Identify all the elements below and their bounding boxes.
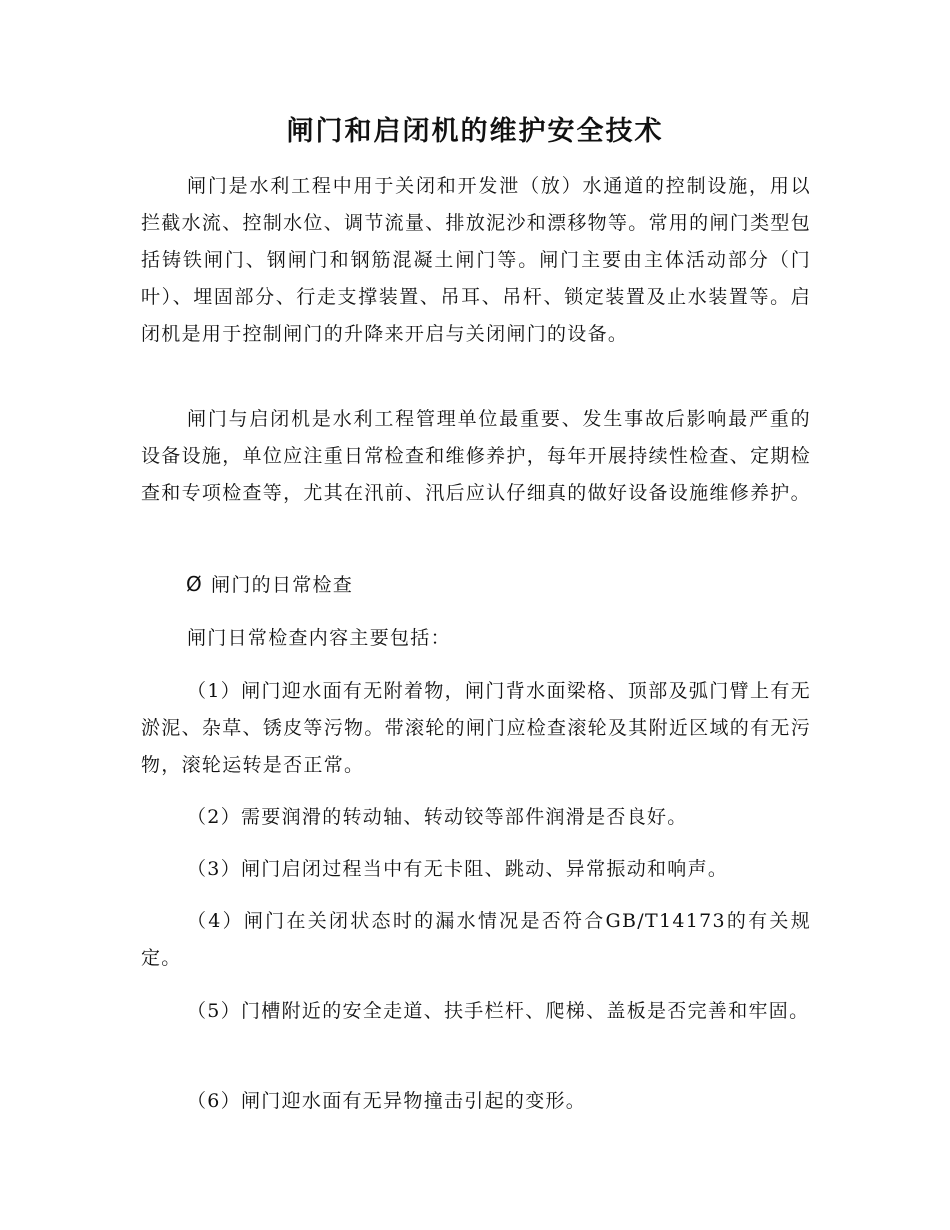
list-item: （2）需要润滑的转动轴、转动铰等部件润滑是否良好。 bbox=[187, 806, 688, 828]
list-item: （4）闸门在关闭状态时的漏水情况是否符合GB/T14173的有关规定。 bbox=[141, 910, 811, 969]
inspection-intro: 闸门日常检查内容主要包括： bbox=[187, 627, 451, 649]
list-item: （1）闸门迎水面有无附着物，闸门背水面梁格、顶部及弧门臂上有无淤泥、杂草、锈皮等污物。带滚轮的闸门应检查滚轮及其附近区域的有无污物，滚轮运转是否正常。 bbox=[141, 680, 811, 776]
paragraph-intro: 闸门是水利工程中用于关闭和开发泄（放）水通道的控制设施，用以拦截水流、控制水位、调节流量、排放泥沙和漂移物等。常用的闸门类型包括铸铁闸门、钢闸门和钢筋混凝土闸门等。闸门主要由主体活动部分（门叶）、埋固部分、行走支撑装置、吊耳、吊杆、锁定装置及止水装置等。启闭机是用于控制闸门的升降来开启与关闭闸门的设备。 bbox=[141, 175, 811, 345]
list-item: （5）门槽附近的安全走道、扶手栏杆、爬梯、盖板是否完善和牢固。 bbox=[187, 1000, 810, 1022]
section-heading bbox=[186, 566, 353, 604]
bullet-icon: Ø bbox=[186, 572, 204, 596]
list-item: （6）闸门迎水面有无异物撞击引起的变形。 bbox=[187, 1090, 587, 1112]
section-heading-text: 闸门的日常检查 bbox=[211, 574, 354, 596]
document-title: 闸门和启闭机的维护安全技术 bbox=[286, 116, 664, 147]
list-item: （3）闸门启闭过程当中有无卡阻、跳动、异常振动和响声。 bbox=[187, 858, 729, 880]
paragraph-importance: 闸门与启闭机是水利工程管理单位最重要、发生事故后影响最严重的设备设施，单位应注重日常检查和维修养护，每年开展持续性检查、定期检查和专项检查等，尤其在汛前、汛后应认仔细真的做好设备设施维修养护。 bbox=[141, 408, 811, 504]
